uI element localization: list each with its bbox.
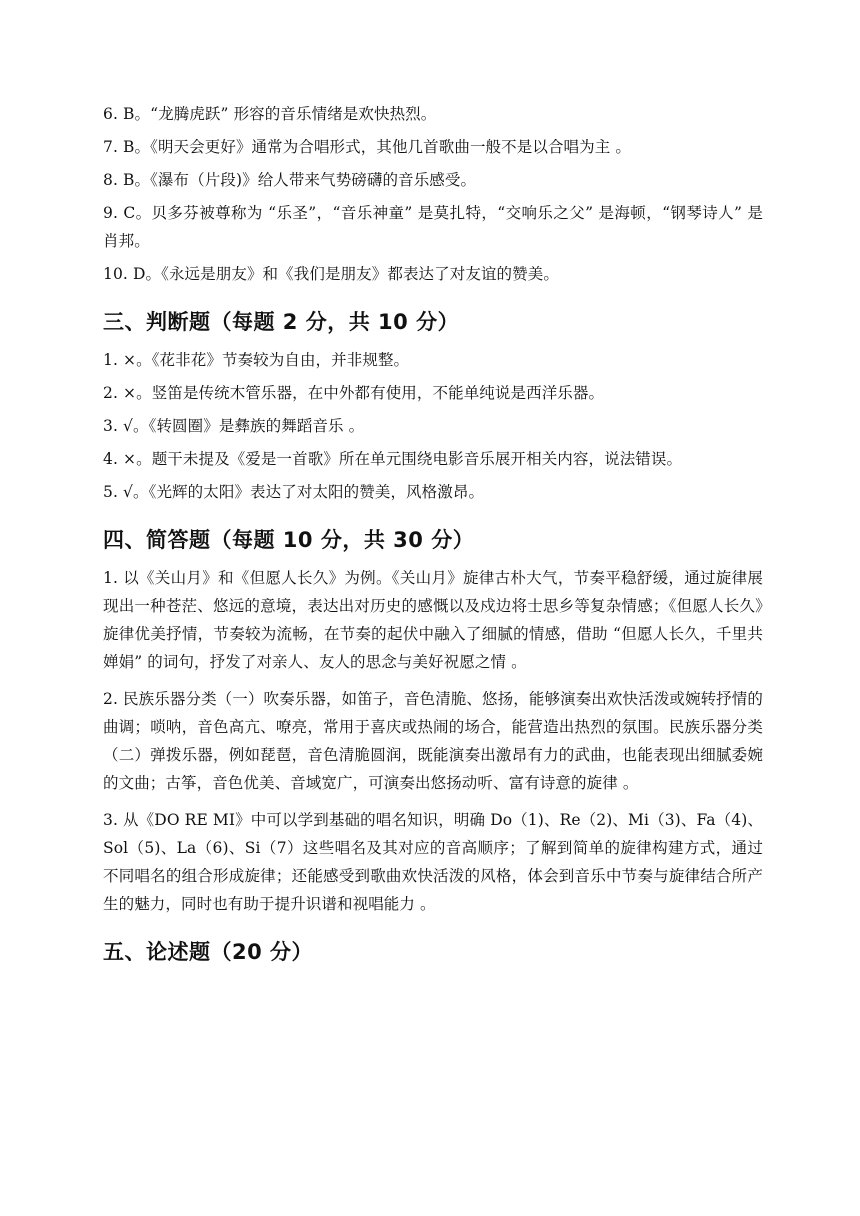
judge-item-2: 2. ×。竖笛是传统木管乐器，在中外都有使用，不能单纯说是西洋乐器。	[103, 384, 605, 402]
section-3-true-false	[103, 306, 763, 506]
section-5-heading: 五、论述题（20 分）	[103, 940, 314, 964]
short-answer-2: 2. 民族乐器分类（一）吹奏乐器，如笛子，音色清脆、悠扬，能够演奏出欢快活泼或婉转抒情的曲调；唢呐，音色高亢、嘹亮，常用于喜庆或热闹的场合，能营造出热烈的氛围。民族乐器分类（二）弹拨乐器，例如琵琶，音色清脆圆润，既能演奏出激昂有力的武曲，也能表现出细腻委婉的文曲；古筝，音色优美、音域宽广，可演奏出悠扬动听、富有诗意的旋律 。	[103, 690, 763, 792]
short-answer-1: 1. 以《关山月》和《但愿人长久》为例。《关山月》旋律古朴大气，节奏平稳舒缓，通过旋律展现出一种苍茫、悠远的意境，表达出对历史的感慨以及戍边将士思乡等复杂情感；《但愿人长久》旋律优美抒情，节奏较为流畅，在节奏的起伏中融入了细腻的情感，借助 “但愿人长久，千里共婵娟” 的词句，抒发了对亲人、友人的思念与美好祝愿之情 。	[103, 569, 763, 671]
section-4-heading: 四、简答题（每题 10 分，共 30 分）	[103, 528, 475, 552]
answer-item-9: 9. C。贝多芬被尊称为 “乐圣”，“音乐神童” 是莫扎特，“交响乐之父” 是海顿，“钢琴诗人” 是肖邦。	[103, 204, 763, 250]
answer-item-6: 6. B。“龙腾虎跃” 形容的音乐情绪是欢快热烈。	[103, 105, 437, 123]
section-2-answers	[103, 100, 763, 288]
section-5-essay	[103, 936, 763, 968]
judge-item-4: 4. ×。题干未提及《爱是一首歌》所在单元围绕电影音乐展开相关内容，说法错误。	[103, 450, 683, 468]
answer-item-8: 8. B。《瀑布（片段)》给人带来气势磅礴的音乐感受。	[103, 171, 477, 189]
document-page	[103, 100, 763, 976]
section-3-heading: 三、判断题（每题 2 分，共 10 分）	[103, 310, 460, 334]
judge-item-1: 1. ×。《花非花》节奏较为自由，并非规整。	[103, 351, 410, 369]
answer-item-7: 7. B。《明天会更好》通常为合唱形式，其他几首歌曲一般不是以合唱为主 。	[103, 138, 631, 156]
short-answer-3: 3. 从《DO RE MI》中可以学到基础的唱名知识，明确 Do（1)、Re（2)、Mi（3)、Fa（4)、Sol（5)、La（6)、Si（7）这些唱名及其对应的音高顺序；了解到简单的旋律构建方式，通过不同唱名的组合形成旋律；还能感受到歌曲欢快活泼的风格，体会到音乐中节奏与旋律结合所产生的魅力，同时也有助于提升识谱和视唱能力 。	[103, 811, 763, 913]
answer-item-10: 10. D。《永远是朋友》和《我们是朋友》都表达了对友谊的赞美。	[103, 265, 559, 283]
section-4-short-answer	[103, 524, 763, 918]
judge-item-3: 3. √。《转圆圈》是彝族的舞蹈音乐 。	[103, 417, 365, 435]
judge-item-5: 5. √。《光辉的太阳》表达了对太阳的赞美，风格激昂。	[103, 483, 485, 501]
